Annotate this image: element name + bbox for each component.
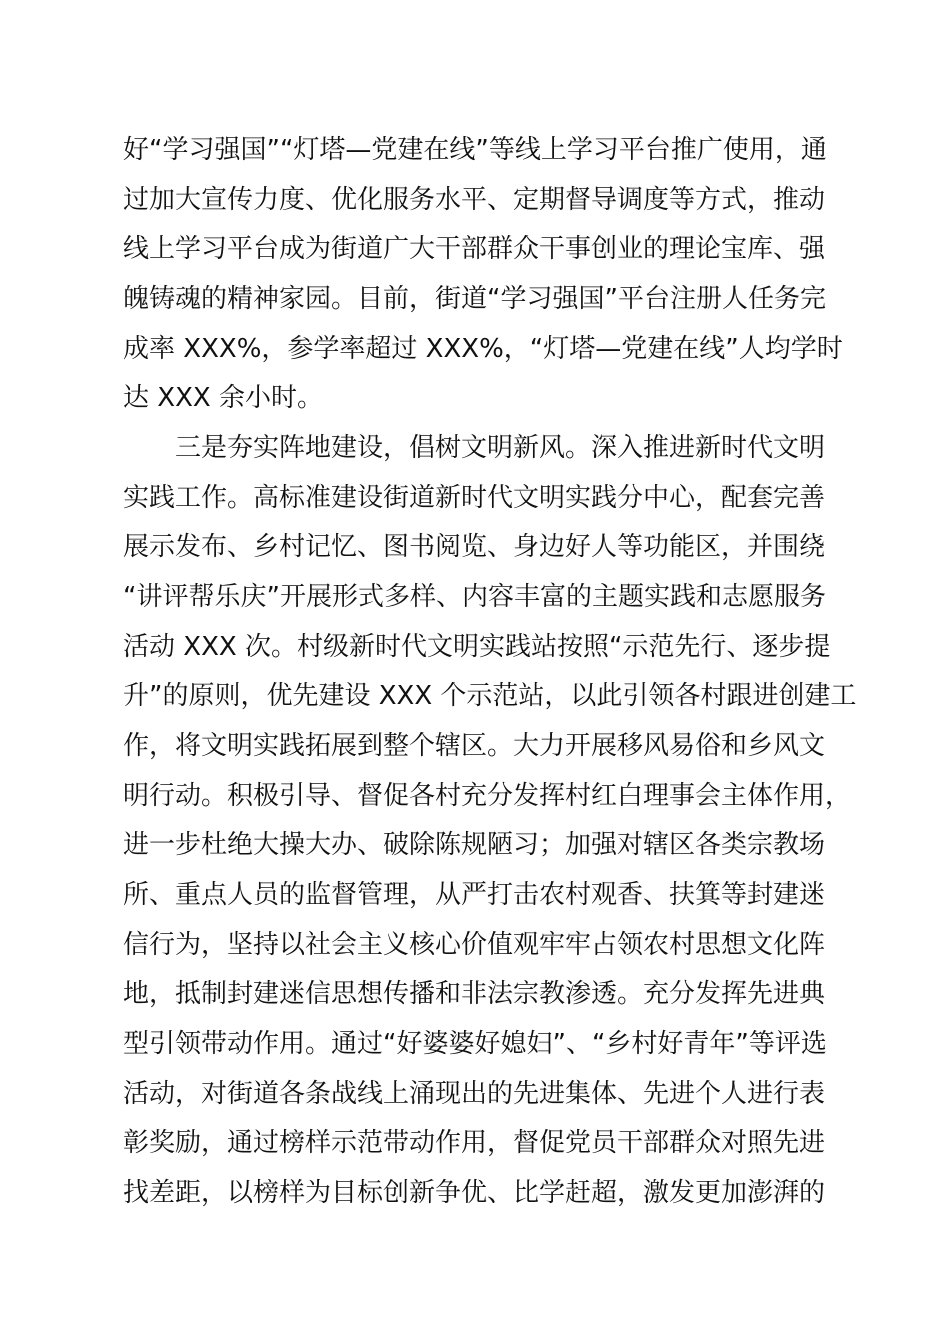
text-line: 好“学习强国”“灯塔—党建在线”等线上学习平台推广使用，通 — [123, 135, 827, 165]
paragraph-first-line: 三是夯实阵地建设，倡树文明新风。深入推进新时代文明 — [175, 433, 826, 463]
text-line: 成率 XXX%，参学率超过 XXX%，“灯塔—党建在线”人均学时 — [123, 334, 843, 364]
text-line: 型引领带动作用。通过“好婆婆好媳妇”、“乡村好青年”等评选 — [123, 1029, 827, 1059]
text-line: 明行动。积极引导、督促各村充分发挥村红白理事会主体作用， — [123, 781, 852, 811]
text-line: 过加大宣传力度、优化服务水平、定期督导调度等方式，推动 — [123, 185, 826, 215]
text-line: 达 XXX 余小时。 — [123, 383, 323, 413]
text-line: 活动 XXX 次。村级新时代文明实践站按照“示范先行、逐步提 — [123, 632, 831, 662]
text-line: 魄铸魂的精神家园。目前，街道“学习强国”平台注册人任务完 — [123, 284, 826, 314]
text-line: 进一步杜绝大操大办、破除陈规陋习；加强对辖区各类宗教场 — [123, 830, 826, 860]
text-line: 信行为，坚持以社会主义核心价值观牢牢占领农村思想文化阵 — [123, 930, 826, 960]
text-line: “讲评帮乐庆”开展形式多样、内容丰富的主题实践和志愿服务 — [123, 582, 826, 612]
text-line: 地，抵制封建迷信思想传播和非法宗教渗透。充分发挥先进典 — [123, 979, 826, 1009]
text-line: 找差距，以榜样为目标创新争优、比学赶超，激发更加澎湃的 — [123, 1178, 826, 1208]
text-line: 线上学习平台成为街道广大干部群众干事创业的理论宝库、强 — [123, 234, 826, 264]
text-line: 作，将文明实践拓展到整个辖区。大力开展移风易俗和乡风文 — [123, 731, 826, 761]
text-line: 彰奖励，通过榜样示范带动作用，督促党员干部群众对照先进 — [123, 1128, 826, 1158]
text-line: 实践工作。高标准建设街道新时代文明实践分中心，配套完善 — [123, 483, 826, 513]
text-line: 升”的原则，优先建设 XXX 个示范站，以此引领各村跟进创建工 — [123, 681, 857, 711]
text-line: 展示发布、乡村记忆、图书阅览、身边好人等功能区，并围绕 — [123, 532, 826, 562]
text-line: 所、重点人员的监督管理，从严打击农村观香、扶箕等封建迷 — [123, 880, 826, 910]
text-line: 活动，对街道各条战线上涌现出的先进集体、先进个人进行表 — [123, 1079, 826, 1109]
